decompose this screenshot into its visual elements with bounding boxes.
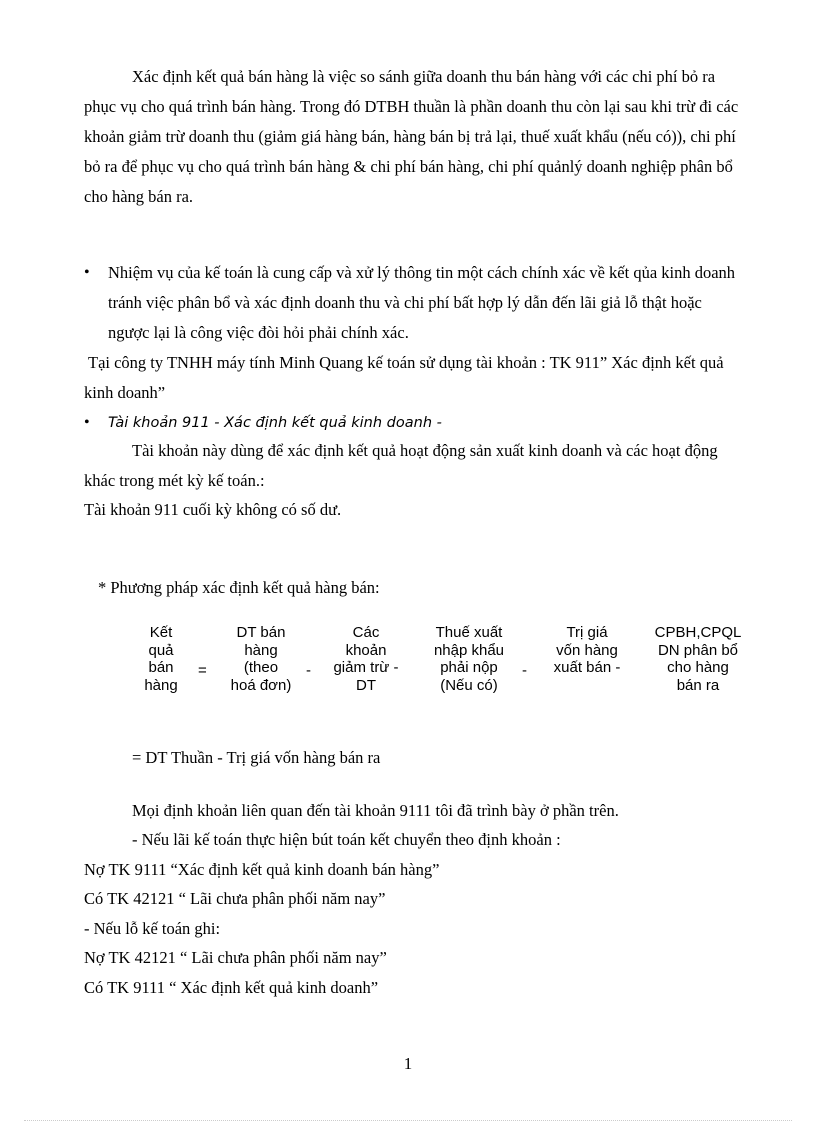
bullet-accounting-duty: Nhiệm vụ của kế toán là cung cấp và xử lý thông tin một cách chính xác về kết qủa kinh doanh tránh việc phân bổ và xác định doanh thu và chi phí bất hợp lý dẫn đến lãi giả lỗ thật hoặc ngược lại là công việc đòi hỏi phải chính xác. (108, 263, 736, 342)
entries-intro: Mọi định khoản liên quan đến tài khoản 9111 tôi đã trình bày ở phần trên. (132, 801, 619, 820)
formula-minus: - (306, 662, 311, 679)
formula-deductions: Các khoản giảm trừ - DT (333, 624, 399, 694)
result-formula (130, 624, 770, 704)
account-description: Tài khoản này dùng để xác định kết quả hoạt động sản xuất kinh doanh và các hoạt động khác trong mét kỳ kế toán.: (84, 441, 718, 490)
company-paragraph: Tại công ty TNHH máy tính Minh Quang kế toán sử dụng tài khoản : TK 911” Xác định kết quả kinh doanh” (84, 353, 724, 402)
formula-expenses: CPBH,CPQL DN phân bổ cho hàng bán ra (654, 624, 742, 694)
account-911-heading: Tài khoản 911 - Xác định kết quả kinh doanh - (108, 415, 442, 431)
formula-revenue: DT bán hàng (theo hoá đơn) (230, 624, 292, 694)
formula-minus: - (522, 662, 527, 679)
page-number: 1 (403, 1054, 413, 1073)
method-heading: * Phương pháp xác định kết quả hàng bán: (98, 578, 380, 597)
formula-import-export-tax: Thuế xuất nhập khẩu phải nộp (Nếu có) (433, 624, 505, 694)
entry-credit-9111: Có TK 9111 “ Xác định kết quả kinh doanh” (84, 978, 379, 997)
formula-result: Kết quả bán hàng (144, 624, 178, 694)
entry-credit-42121: Có TK 42121 “ Lãi chưa phân phối năm nay” (84, 889, 386, 908)
bullet-marker: • (84, 414, 90, 431)
loss-note: - Nếu lỗ kế toán ghi: (84, 919, 221, 938)
bullet-marker: • (84, 264, 90, 281)
net-formula: = DT Thuần - Trị giá vốn hàng bán ra (132, 748, 381, 767)
entry-debit-42121: Nợ TK 42121 “ Lãi chưa phân phối năm nay” (84, 948, 387, 967)
formula-cost-of-goods: Trị giá vốn hàng xuất bán - (553, 624, 621, 676)
footer-divider (24, 1120, 792, 1121)
profit-note: - Nếu lãi kế toán thực hiện bút toán kết chuyển theo định khoản : (132, 830, 561, 849)
formula-equals: = (198, 662, 207, 679)
entry-debit-9111: Nợ TK 9111 “Xác định kết quả kinh doanh bán hàng” (84, 860, 440, 879)
no-balance-note: Tài khoản 911 cuối kỳ không có số dư. (84, 500, 342, 519)
intro-paragraph: Xác định kết quả bán hàng là việc so sánh giữa doanh thu bán hàng với các chi phí bỏ ra phục vụ cho quá trình bán hàng. Trong đó DTBH thuần là phần doanh thu còn lại sau khi trừ đi các khoản giảm trừ doanh thu (giảm giá hàng bán, hàng bán bị trả lại, thuế xuất khẩu (nếu có)), chi phí bỏ ra để phục vụ cho quá trình bán hàng & chi phí bán hàng, chi phí quảnlý doanh nghiệp phân bổ cho hàng bán ra. (84, 67, 739, 206)
